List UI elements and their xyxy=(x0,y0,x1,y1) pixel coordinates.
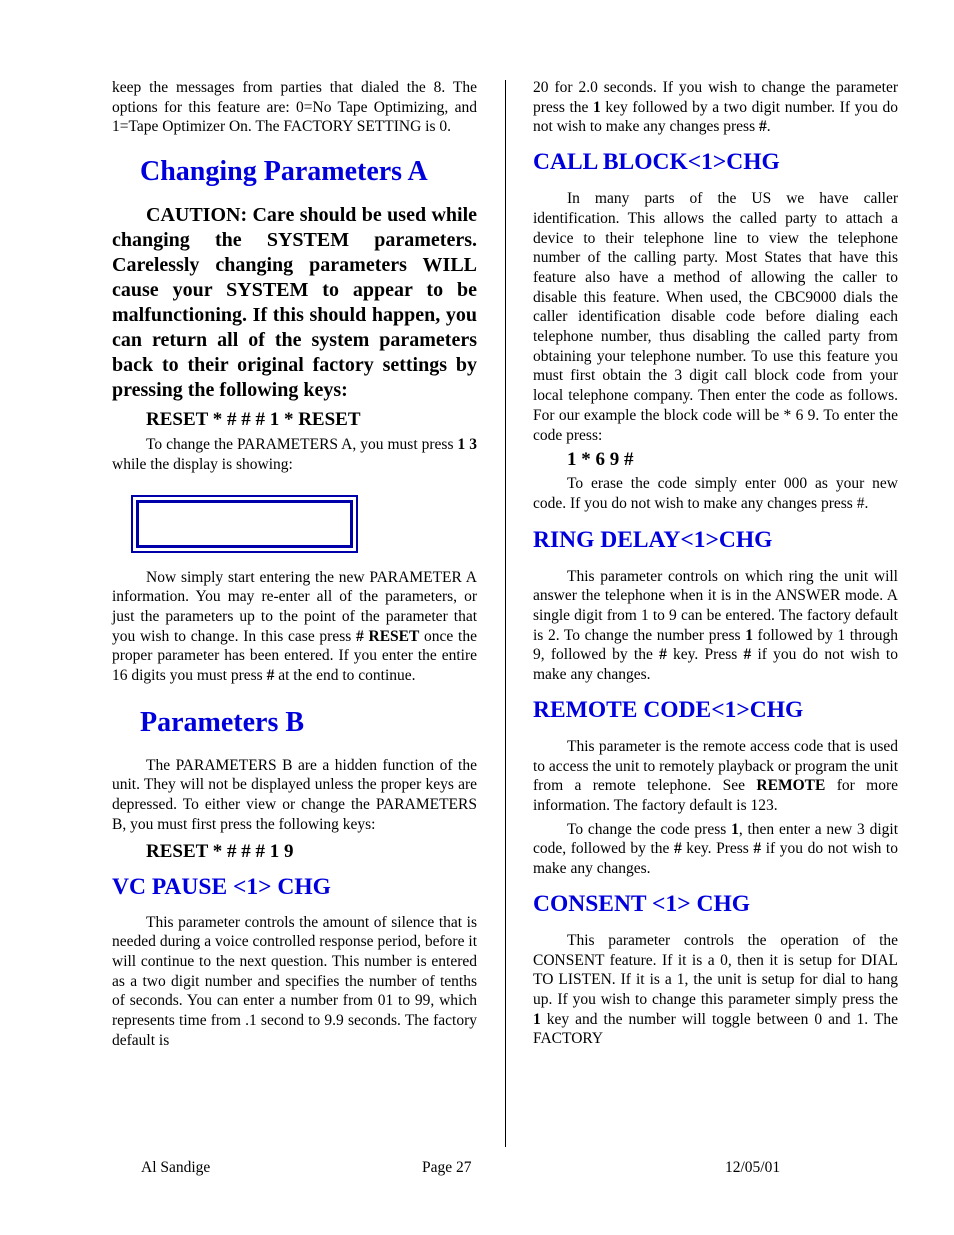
continued-paragraph xyxy=(533,78,898,137)
column-divider xyxy=(505,80,506,1147)
cont-text-3: . xyxy=(766,118,771,136)
cont-text-2: key followed by a two digit number. If you do not wish to make any changes press xyxy=(533,98,899,136)
parameters-b-paragraph: The PARAMETERS B are a hidden function of the unit. They will not be displayed unless the proper keys are depressed. To either view or change the PARAMETERS B, you must first press the following keys: xyxy=(112,756,477,833)
remote-text-2: for more information. The factory default is 123. xyxy=(533,777,898,814)
enter-key-2: # xyxy=(266,667,275,685)
lcd-display-inner xyxy=(136,500,353,548)
remote-text: This parameter is the remote access code that is used to access the unit to remotely playback or program the unit from a remote telephone. See xyxy=(533,737,898,795)
remote2-text-2: , then enter a new 3 digit code, followed by the xyxy=(533,820,898,858)
lcd-display-box xyxy=(131,495,358,553)
remote2-key-3: # xyxy=(753,840,762,858)
call-block-key-sequence: 1 * 6 9 # xyxy=(567,449,634,471)
remote2-text-3: key. Press xyxy=(681,840,754,858)
enter-key: # RESET xyxy=(356,627,420,645)
ring-text: This parameter controls on which ring the unit will answer the telephone when it is in the ANSWER mode. A single digit from 1 to 9 can be entered. The factory default is 2. To change the number press xyxy=(533,567,898,644)
remote-change-paragraph xyxy=(533,820,898,879)
heading-parameters-b: Parameters B xyxy=(140,706,305,738)
change-a-text: To change the PARAMETERS A, you must press xyxy=(146,436,458,454)
consent-text-2: key and the number will toggle between 0 and 1. The FACTORY xyxy=(533,1010,898,1048)
erase-code-paragraph: To erase the code simply enter 000 as your new code. If you do not wish to make any changes press #. xyxy=(533,475,898,512)
cont-text: 20 for 2.0 seconds. If you wish to change the parameter press the xyxy=(533,79,898,116)
ring-text-2: followed by 1 through 9, followed by the xyxy=(533,626,898,664)
consent-key: 1 xyxy=(533,1010,541,1028)
enter-text-2: once the proper parameter has been entered. If you enter the entire 16 digits you must press xyxy=(112,627,477,685)
reset-key-sequence: RESET * # # # 1 * RESET xyxy=(146,409,361,431)
ring-key-2: # xyxy=(659,646,667,664)
vc-pause-paragraph: This parameter controls the amount of silence that is needed during a voice controlled response period, before it will continue to the next question. This number is entered as a two digit number and specifies the number of tenths of seconds. You can enter a number from 01 to 99, which represents time from .1 second to 9.9 seconds. The factory default is xyxy=(112,913,477,1049)
heading-vc-pause: VC PAUSE <1> CHG xyxy=(112,873,331,900)
remote2-key-2: # xyxy=(673,840,682,858)
enter-text: Now simply start entering the new PARAMETER A information. You may re-enter all of the parameters, or just the parameters up to the point of the parameter that you wish to change. In this case press xyxy=(112,568,477,645)
heading-changing-parameters-a: Changing Parameters A xyxy=(140,156,428,188)
ring-text-4: if you do not wish to make any changes. xyxy=(533,646,898,684)
call-block-paragraph: In many parts of the US we have caller identification. This allows the called party to attach a device to their telephone line to view the telephone number of the calling party. Most States that have this feature also have a method of allowing the caller to disable this feature. When used, the CBC9000 dials the caller identification disable code before dialing each telephone number, thus disabling the called party from obtaining your telephone number. To use this feature you must first obtain the 3 digit call block code from your local telephone company. Then enter the code as follows. For our example the block code will be * 6 9. To enter the code press: xyxy=(533,190,898,444)
change-a-text-2: while the display is showing: xyxy=(112,455,293,473)
remote2-text-4: if you do not wish to make any changes. xyxy=(533,840,898,878)
ring-delay-paragraph xyxy=(533,567,898,685)
footer-author: Al Sandige xyxy=(141,1159,211,1176)
footer-page-number: Page 27 xyxy=(422,1159,472,1176)
remote2-text: To change the code press xyxy=(567,820,732,838)
intro-paragraph: keep the messages from parties that dialed the 8. The options for this feature are: 0=No Tape Optimizing, and 1=Tape Optimizer On. The FACTORY SETTING is 0. xyxy=(112,79,477,136)
remote2-key: 1 xyxy=(731,820,739,838)
consent-text: This parameter controls the operation of the CONSENT feature. If it is a 0, then it is setup for DIAL TO LISTEN. If it is a 1, the unit is setup for dial to hang up. If you wish to change this parameter simply press the xyxy=(533,931,898,1008)
ring-text-3: key. Press xyxy=(666,646,744,664)
heading-consent: CONSENT <1> CHG xyxy=(533,890,750,917)
consent-paragraph xyxy=(533,931,898,1049)
change-a-paragraph xyxy=(112,435,477,474)
footer-date: 12/05/01 xyxy=(725,1159,781,1176)
remote-key: REMOTE xyxy=(756,777,826,795)
heading-call-block: CALL BLOCK<1>CHG xyxy=(533,149,780,176)
enter-text-3: at the end to continue. xyxy=(274,667,416,685)
cont-key-2: # xyxy=(759,118,767,136)
cont-key: 1 xyxy=(593,98,601,116)
heading-ring-delay: RING DELAY<1>CHG xyxy=(533,526,773,553)
heading-remote-code: REMOTE CODE<1>CHG xyxy=(533,696,804,723)
right-column xyxy=(533,78,898,1049)
caution-paragraph: CAUTION: Care should be used while changing the SYSTEM parameters. Carelessly changing parameters WILL cause your SYSTEM to appear to be malfunctioning. If this should happen, you can return all of the system parameters back to their original factory settings by pressing the following keys: xyxy=(112,204,477,402)
change-a-key: 1 3 xyxy=(457,436,477,454)
left-column xyxy=(112,78,477,1050)
params-b-key-sequence: RESET * # # # 1 9 xyxy=(146,840,294,862)
ring-key-3: # xyxy=(743,646,752,664)
ring-key: 1 xyxy=(745,626,753,644)
remote-code-paragraph xyxy=(533,737,898,816)
enter-parameters-paragraph xyxy=(112,568,477,686)
